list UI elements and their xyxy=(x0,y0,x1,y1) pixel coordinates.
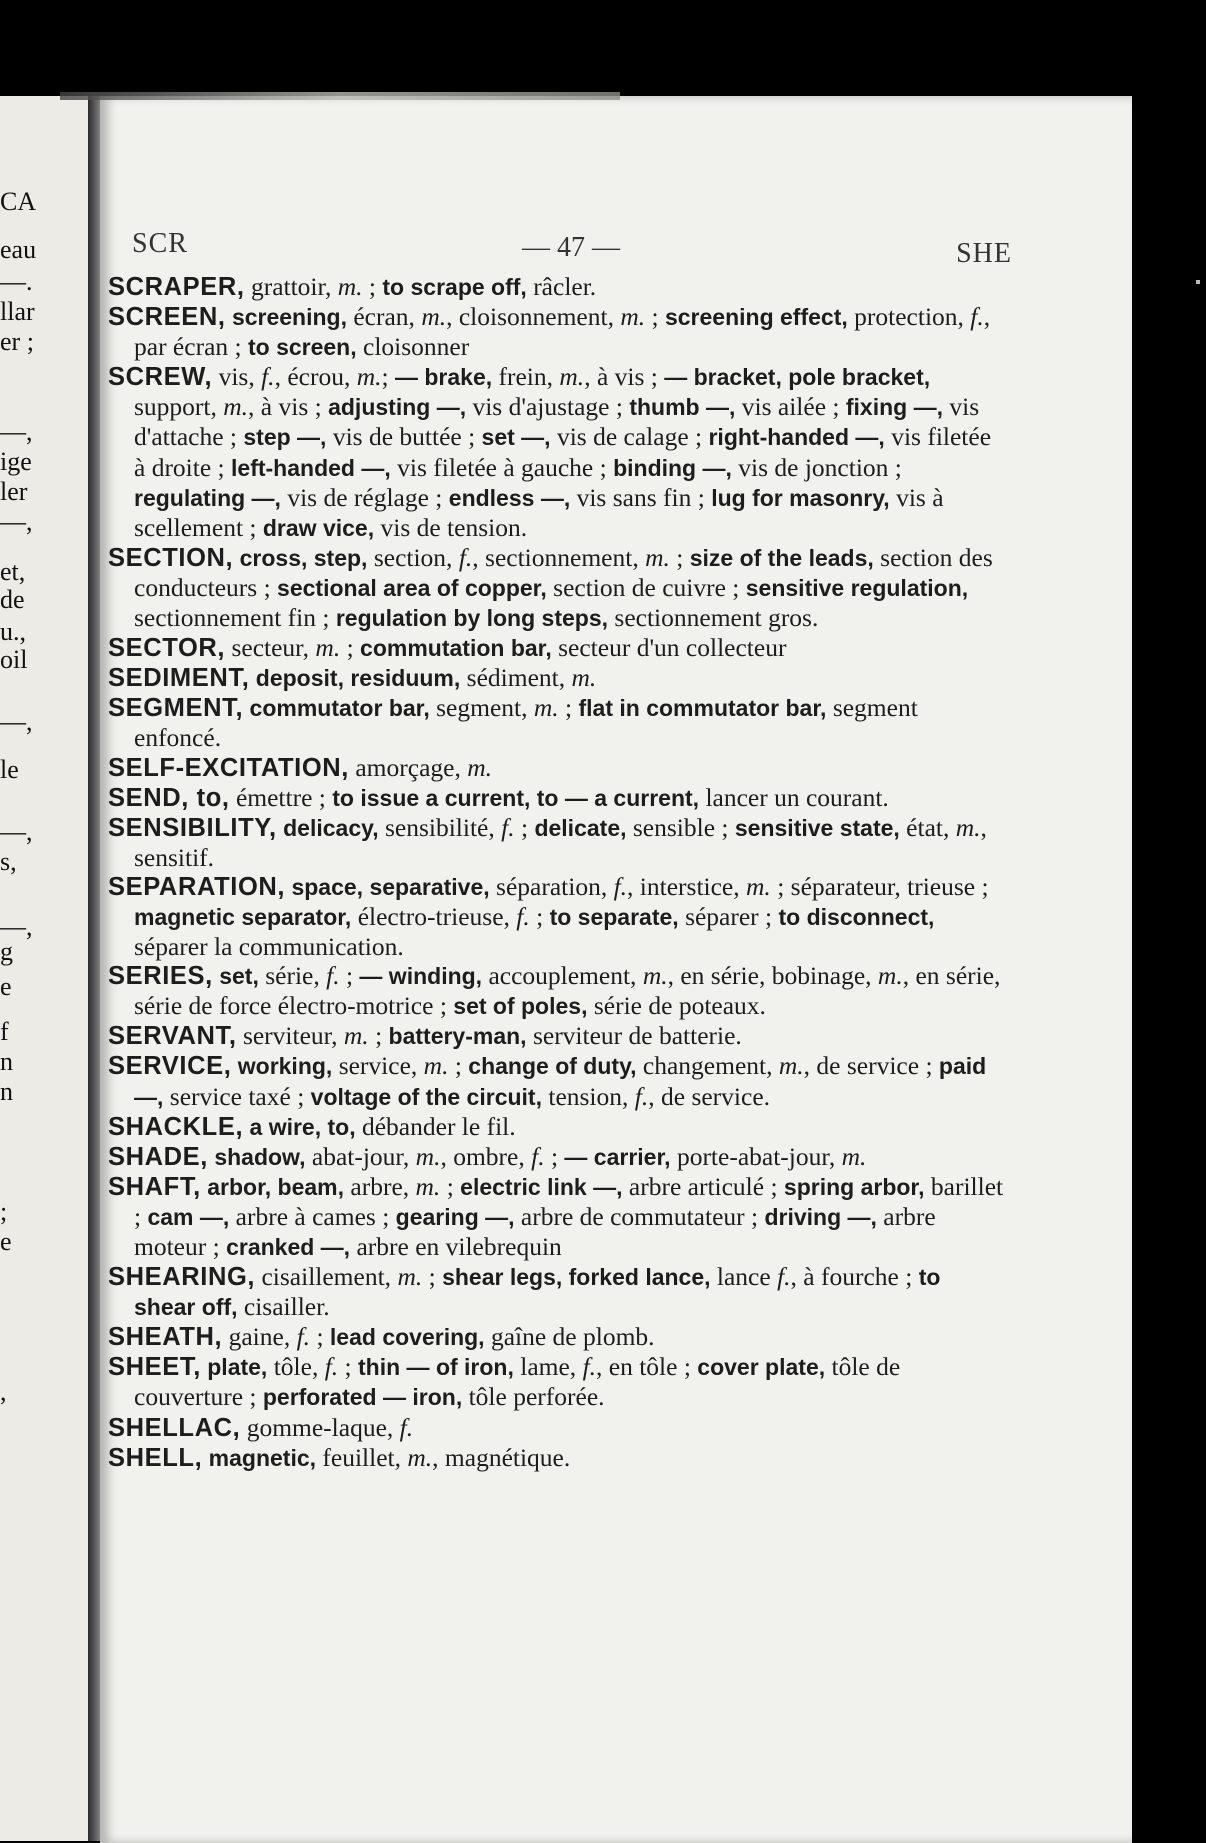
entry-english-term: commutator bar, xyxy=(249,695,430,722)
entry-english-term: screening effect, xyxy=(664,304,848,331)
dictionary-entry xyxy=(108,1322,1004,1352)
entry-headword: SHEARING, xyxy=(108,1263,256,1292)
entry-text: séparer la communication. xyxy=(134,932,404,962)
dictionary-entry xyxy=(108,693,1004,752)
entry-text: section des conducteurs ; xyxy=(134,542,993,602)
entry-text: segment, xyxy=(429,693,534,723)
entry-text: , sensitif. xyxy=(134,812,987,872)
dictionary-entry xyxy=(108,1142,1004,1172)
entry-english-term: shadow, xyxy=(214,1143,306,1170)
dictionary-entry xyxy=(108,1051,1004,1111)
dictionary-entry xyxy=(108,1172,1004,1262)
page-top-shadow xyxy=(60,92,620,100)
entry-english-term: flat in commutator bar, xyxy=(578,695,827,722)
entry-english-term: cross, step, xyxy=(239,544,368,571)
entry-english-term: right-handed —, xyxy=(708,424,885,451)
entry-text: secteur, xyxy=(225,633,316,663)
entry-gender: m. xyxy=(423,1051,449,1081)
left-page-fragment: —, xyxy=(0,417,33,446)
entry-text: sédiment, xyxy=(460,663,572,693)
entry-text: gomme-laque, xyxy=(240,1412,400,1442)
entry-text: section, xyxy=(367,542,459,572)
dictionary-entry xyxy=(108,1443,1004,1473)
entry-gender: m. xyxy=(356,362,382,392)
entry-text: tôle perforée. xyxy=(462,1382,605,1412)
entry-english-term: — bracket, pole bracket, xyxy=(664,364,931,391)
left-page-fragment: n xyxy=(0,1047,13,1076)
entry-text: ; xyxy=(448,1051,469,1081)
left-page-fragment: —, xyxy=(0,912,33,941)
entry-gender: m. xyxy=(571,663,597,693)
dictionary-entry xyxy=(108,1352,1004,1412)
entry-text: service taxé ; xyxy=(163,1081,311,1111)
entry-text: , magnétique. xyxy=(432,1442,571,1472)
entry-text: vis de calage ; xyxy=(550,422,709,452)
entry-text: ; xyxy=(340,633,361,663)
entry-english-term: fixing —, xyxy=(845,394,943,421)
entry-english-term: battery-man, xyxy=(388,1023,527,1050)
entry-text: barillet ; xyxy=(134,1171,1004,1231)
left-page-fragment: , xyxy=(0,1377,7,1406)
entry-headword: SEPARATION, xyxy=(108,872,286,901)
dictionary-entry xyxy=(108,272,1004,302)
left-page-fragment: de xyxy=(0,585,25,614)
entry-text: ; xyxy=(381,362,395,392)
entry-english-term: delicacy, xyxy=(283,814,379,841)
entry-text: vis ailée ; xyxy=(735,392,846,422)
entry-text: gaine, xyxy=(222,1322,297,1352)
entry-text: arbre articulé ; xyxy=(622,1171,784,1201)
dictionary-entries xyxy=(108,272,1004,1473)
entry-text: serviteur de batterie. xyxy=(526,1021,742,1051)
entry-text: lame, xyxy=(513,1352,583,1382)
entry-text: , en tôle ; xyxy=(596,1352,698,1382)
entry-headword: SCREEN, xyxy=(108,303,226,332)
left-page-fragment: —, xyxy=(0,507,33,536)
entry-english-term: regulation by long steps, xyxy=(335,605,609,632)
left-page-fragment: —, xyxy=(0,817,33,846)
entry-english-term: working, xyxy=(237,1053,333,1080)
entry-text: vis, xyxy=(212,362,262,392)
entry-text: sectionnement fin ; xyxy=(134,603,336,633)
entry-gender: m. xyxy=(397,1262,423,1292)
entry-gender: f. xyxy=(582,1352,597,1382)
entry-headword: SHELLAC, xyxy=(108,1413,241,1442)
entry-text: vis à scellement ; xyxy=(134,482,944,542)
entry-text: ; xyxy=(362,272,383,301)
entry-text: arbre, xyxy=(344,1171,416,1201)
entry-headword: SHELL, xyxy=(108,1443,203,1472)
entry-text: , à vis ; xyxy=(584,362,665,392)
left-page-fragment: —, xyxy=(0,707,33,736)
entry-english-term: size of the leads, xyxy=(689,544,874,571)
left-page-fragment: eau xyxy=(0,235,37,264)
entry-text: segment enfoncé. xyxy=(134,693,918,753)
entry-text: vis filetée à droite ; xyxy=(134,422,992,482)
dictionary-entry xyxy=(108,543,1004,633)
dictionary-entry xyxy=(108,1413,1004,1443)
entry-text: sensibilité, xyxy=(378,812,502,842)
entry-english-term: — carrier, xyxy=(564,1143,671,1170)
entry-text: écran, xyxy=(346,302,422,332)
entry-headword: SHACKLE, xyxy=(108,1112,244,1141)
entry-english-term: to screen, xyxy=(247,334,357,361)
entry-text: , à fourche ; xyxy=(790,1262,919,1292)
entry-headword: SHAFT, xyxy=(108,1172,201,1201)
left-page-fragment: ; xyxy=(0,1197,8,1226)
dictionary-entry xyxy=(108,783,1004,813)
entry-gender: m. xyxy=(955,812,981,842)
entry-gender: f. xyxy=(261,362,275,392)
entry-text: ; séparateur, trieuse ; xyxy=(770,871,989,901)
entry-english-term: paid —, xyxy=(134,1053,987,1110)
entry-gender: f. xyxy=(531,1141,545,1171)
entry-text: vis filetée à gauche ; xyxy=(390,452,614,482)
entry-text: séparer ; xyxy=(678,901,779,931)
entry-gender: m. xyxy=(421,302,447,332)
entry-text: ; xyxy=(529,901,550,931)
entry-text: , ombre, xyxy=(440,1141,532,1171)
entry-headword: SELF-EXCITATION, xyxy=(108,753,349,782)
entry-text: ; xyxy=(514,812,535,842)
entry-english-term: sensitive regulation, xyxy=(745,574,969,601)
entry-text: vis d'ajustage ; xyxy=(466,392,630,422)
entry-text: support, xyxy=(134,392,224,422)
dictionary-entry xyxy=(108,1021,1004,1051)
entry-headword: SEND, to, xyxy=(108,783,230,812)
left-page-fragment: u., xyxy=(0,617,26,646)
entry-text: ; xyxy=(338,1352,359,1382)
entry-gender: m. xyxy=(315,633,341,663)
entry-english-term: set, xyxy=(219,963,259,990)
entry-english-term: gearing —, xyxy=(395,1203,515,1230)
entry-english-term: a wire, to, xyxy=(249,1113,356,1140)
entry-gender: m. xyxy=(746,871,771,901)
entry-headword: SECTION, xyxy=(108,543,234,572)
left-page-fragment: oil xyxy=(0,645,28,674)
entry-english-term: to shear off, xyxy=(134,1264,941,1321)
entry-english-term: thin — of iron, xyxy=(358,1354,514,1381)
entry-headword: SECTOR, xyxy=(108,634,226,663)
entry-english-term: lead covering, xyxy=(329,1324,485,1351)
entry-gender: m. xyxy=(620,302,646,332)
entry-english-term: driving —, xyxy=(764,1203,877,1230)
entry-headword: SCRAPER, xyxy=(108,273,245,301)
dictionary-entry xyxy=(108,633,1004,663)
entry-text: service, xyxy=(332,1051,424,1081)
entry-english-term: cranked —, xyxy=(226,1234,351,1260)
entry-text: porte-abat-jour, xyxy=(670,1141,842,1171)
entry-text: émettre ; xyxy=(229,782,333,812)
entry-headword: SEDIMENT, xyxy=(108,664,250,693)
entry-english-term: change of duty, xyxy=(468,1053,637,1080)
entry-text: ; xyxy=(310,1322,330,1352)
entry-gender: m. xyxy=(645,542,670,572)
entry-text: tôle, xyxy=(267,1352,325,1382)
entry-english-term: sensitive state, xyxy=(734,814,900,841)
entry-english-term: draw vice, xyxy=(262,514,375,541)
left-page-fragment: ige xyxy=(0,447,32,476)
entry-text: protection, xyxy=(847,302,971,332)
entry-text: serviteur, xyxy=(236,1021,344,1051)
left-page-fragment: s, xyxy=(0,847,17,876)
running-header xyxy=(132,228,1012,268)
entry-english-term: delicate, xyxy=(534,814,627,841)
entry-english-term: cover plate, xyxy=(697,1354,826,1381)
entry-text: état, xyxy=(899,812,956,842)
entry-text: , écrou, xyxy=(274,362,357,392)
entry-english-term: deposit, residuum, xyxy=(255,665,461,692)
entry-headword: SHEET, xyxy=(108,1353,201,1382)
entry-gender: m. xyxy=(337,272,363,301)
entry-text: cisailler. xyxy=(237,1292,330,1322)
left-page-fragment: e xyxy=(0,972,12,1001)
entry-english-term: magnetic, xyxy=(208,1444,317,1471)
entry-gender: m. xyxy=(841,1141,867,1171)
entry-english-term: cam —, xyxy=(147,1203,230,1230)
entry-english-term: voltage of the circuit, xyxy=(310,1083,542,1110)
entry-english-term: set of poles, xyxy=(453,993,588,1020)
entry-text: , de service. xyxy=(648,1081,771,1111)
entry-text: arbre à cames ; xyxy=(229,1201,396,1231)
entry-gender: f. xyxy=(326,961,340,991)
entry-text: vis d'attache ; xyxy=(134,392,980,452)
entry-gender: m. xyxy=(223,392,249,422)
entry-text: vis de jonction ; xyxy=(731,452,902,482)
entry-headword: SERIES, xyxy=(108,962,213,991)
entry-headword: SERVICE, xyxy=(108,1052,232,1081)
entry-text: débander le fil. xyxy=(355,1111,516,1141)
dictionary-entry xyxy=(108,302,1004,362)
entry-headword: SCREW, xyxy=(108,363,213,392)
entry-text: ; xyxy=(368,1021,389,1051)
left-page-fragment: le xyxy=(0,755,19,784)
entry-english-term: lug for masonry, xyxy=(711,484,890,511)
entry-english-term: set —, xyxy=(481,424,551,451)
page-edge-mark xyxy=(1196,280,1200,284)
header-left-guide-word: SCR xyxy=(132,228,188,259)
entry-text: , sectionnement, xyxy=(472,542,646,572)
left-page-edge xyxy=(0,96,92,1841)
entry-text: ; xyxy=(645,302,665,332)
entry-text: amorçage, xyxy=(348,752,468,782)
entry-text: gaîne de plomb. xyxy=(484,1322,655,1352)
entry-english-term: to separate, xyxy=(549,903,679,930)
entry-english-term: left-handed —, xyxy=(231,454,391,481)
entry-headword: SEGMENT, xyxy=(108,694,244,723)
entry-gender: f. xyxy=(458,542,473,572)
entry-text: tôle de couverture ; xyxy=(134,1352,901,1412)
header-right-guide-word: SHE xyxy=(956,238,1012,269)
left-page-fragment: llar xyxy=(0,297,35,326)
entry-gender: m. xyxy=(415,1141,441,1171)
entry-english-term: arbor, beam, xyxy=(207,1173,345,1200)
entry-text: arbre de commutateur ; xyxy=(514,1201,765,1231)
entry-text: , en série, bobinage, xyxy=(667,961,878,991)
entry-headword: SENSIBILITY, xyxy=(108,813,277,842)
entry-text: vis de réglage ; xyxy=(280,482,449,512)
entry-text: vis sans fin ; xyxy=(570,482,712,512)
left-page-fragment: —. xyxy=(0,267,33,296)
entry-english-term: step —, xyxy=(243,424,327,451)
entry-text: sectionnement gros. xyxy=(608,603,819,633)
entry-english-term: screening, xyxy=(231,304,347,331)
entry-gender: f. xyxy=(501,812,515,842)
left-page-fragment: CA xyxy=(0,187,37,216)
entry-gender: f. xyxy=(634,1081,649,1111)
entry-gender: f. xyxy=(399,1412,414,1442)
entry-gender: f. xyxy=(777,1262,791,1292)
entry-english-term: binding —, xyxy=(613,454,732,481)
entry-text: tension, xyxy=(541,1081,635,1111)
entry-text: changement, xyxy=(636,1051,779,1081)
entry-text: , par écran ; xyxy=(134,302,991,362)
entry-text: cloisonner xyxy=(356,332,470,362)
entry-gender: m. xyxy=(415,1171,441,1201)
entry-text: frein, xyxy=(492,362,560,392)
entry-english-term: space, separative, xyxy=(291,873,490,900)
entry-text: électro-trieuse, xyxy=(351,901,517,931)
dictionary-entry xyxy=(108,872,1004,961)
dictionary-entry xyxy=(108,362,1004,543)
dictionary-entry xyxy=(108,813,1004,872)
entry-gender: f. xyxy=(516,901,530,931)
entry-english-term: to disconnect, xyxy=(778,903,935,930)
entry-english-term: to issue a current, to — a current, xyxy=(332,784,700,811)
entry-text: cisaillement, xyxy=(255,1262,398,1292)
entry-gender: m. xyxy=(642,961,668,991)
entry-text: feuillet, xyxy=(316,1442,408,1472)
left-page-fragment: g xyxy=(0,937,13,966)
entry-text: série de poteaux. xyxy=(587,991,766,1021)
entry-text: ; xyxy=(558,693,579,723)
entry-headword: SHEATH, xyxy=(108,1323,223,1352)
entry-english-term: shear legs, forked lance, xyxy=(442,1264,711,1291)
entry-text: abat-jour, xyxy=(305,1141,416,1171)
entry-english-term: to scrape off, xyxy=(382,274,527,300)
entry-english-term: perforated — iron, xyxy=(262,1384,463,1411)
entry-text: sensible ; xyxy=(626,812,735,842)
entry-english-term: — brake, xyxy=(394,364,493,391)
entry-text: séparation, xyxy=(489,871,614,901)
entry-gender: m. xyxy=(467,752,493,782)
entry-english-term: — winding, xyxy=(359,963,483,990)
entry-gender: m. xyxy=(533,693,559,723)
entry-text: section de cuivre ; xyxy=(546,572,746,602)
entry-gender: f. xyxy=(324,1352,339,1382)
dictionary-entry xyxy=(108,1112,1004,1142)
entry-gender: m. xyxy=(559,362,585,392)
entry-gender: f. xyxy=(296,1322,311,1352)
dictionary-entry xyxy=(108,753,1004,783)
entry-text: ; xyxy=(339,961,360,991)
entry-gender: f. xyxy=(970,302,984,332)
entry-text: ; xyxy=(440,1171,461,1201)
entry-english-term: adjusting —, xyxy=(328,394,467,421)
entry-english-term: endless —, xyxy=(448,484,571,511)
entry-headword: SHADE, xyxy=(108,1142,208,1171)
entry-english-term: magnetic separator, xyxy=(134,903,352,930)
entry-english-term: sectional area of copper, xyxy=(277,574,547,601)
entry-text: ; xyxy=(669,542,690,572)
entry-text: ; xyxy=(422,1262,443,1292)
entry-english-term: commutation bar, xyxy=(360,635,552,662)
entry-gender: f. xyxy=(613,871,628,901)
entry-text: lance xyxy=(710,1262,778,1292)
entry-text: , cloisonnement, xyxy=(446,302,621,332)
left-page-fragment: f xyxy=(0,1017,9,1046)
dictionary-entry xyxy=(108,961,1004,1021)
entry-english-term: electric link —, xyxy=(460,1173,623,1200)
left-page-fragment: ler xyxy=(0,477,28,506)
entry-text: grattoir, xyxy=(244,272,338,301)
entry-english-term: plate, xyxy=(207,1354,268,1381)
page-number: — 47 — xyxy=(522,232,620,263)
dictionary-entry xyxy=(108,1262,1004,1322)
left-page-fragment: et, xyxy=(0,557,26,586)
left-page-fragment: er ; xyxy=(0,327,34,356)
dictionary-entry xyxy=(108,663,1004,693)
entry-headword: SERVANT, xyxy=(108,1022,237,1051)
entry-english-term: thumb —, xyxy=(629,394,736,421)
entry-text: vis de buttée ; xyxy=(326,422,482,452)
entry-gender: m. xyxy=(877,961,903,991)
entry-gender: m. xyxy=(407,1442,433,1472)
entry-text: lancer un courant. xyxy=(699,782,889,812)
entry-text: râcler. xyxy=(526,272,597,301)
entry-text: , à vis ; xyxy=(248,392,329,422)
left-page-fragment: e xyxy=(0,1227,12,1256)
entry-text: vis de tension. xyxy=(374,512,528,542)
left-page-fragment: n xyxy=(0,1077,13,1106)
entry-text: accouplement, xyxy=(482,961,643,991)
entry-text: , de service ; xyxy=(803,1051,939,1081)
entry-gender: m. xyxy=(778,1051,804,1081)
entry-english-term: regulating —, xyxy=(134,484,281,511)
entry-text: série, xyxy=(258,961,327,991)
entry-text: arbre en vilebrequin xyxy=(350,1232,562,1261)
entry-text: ; xyxy=(544,1141,565,1171)
entry-text: , en série, série de force électro-motrice ; xyxy=(134,961,1001,1021)
entry-text: secteur d'un collecteur xyxy=(551,633,787,663)
entry-text: arbre moteur ; xyxy=(134,1201,936,1261)
entry-english-term: spring arbor, xyxy=(783,1173,925,1200)
entry-gender: m. xyxy=(343,1021,369,1051)
entry-text: , interstice, xyxy=(627,871,747,901)
